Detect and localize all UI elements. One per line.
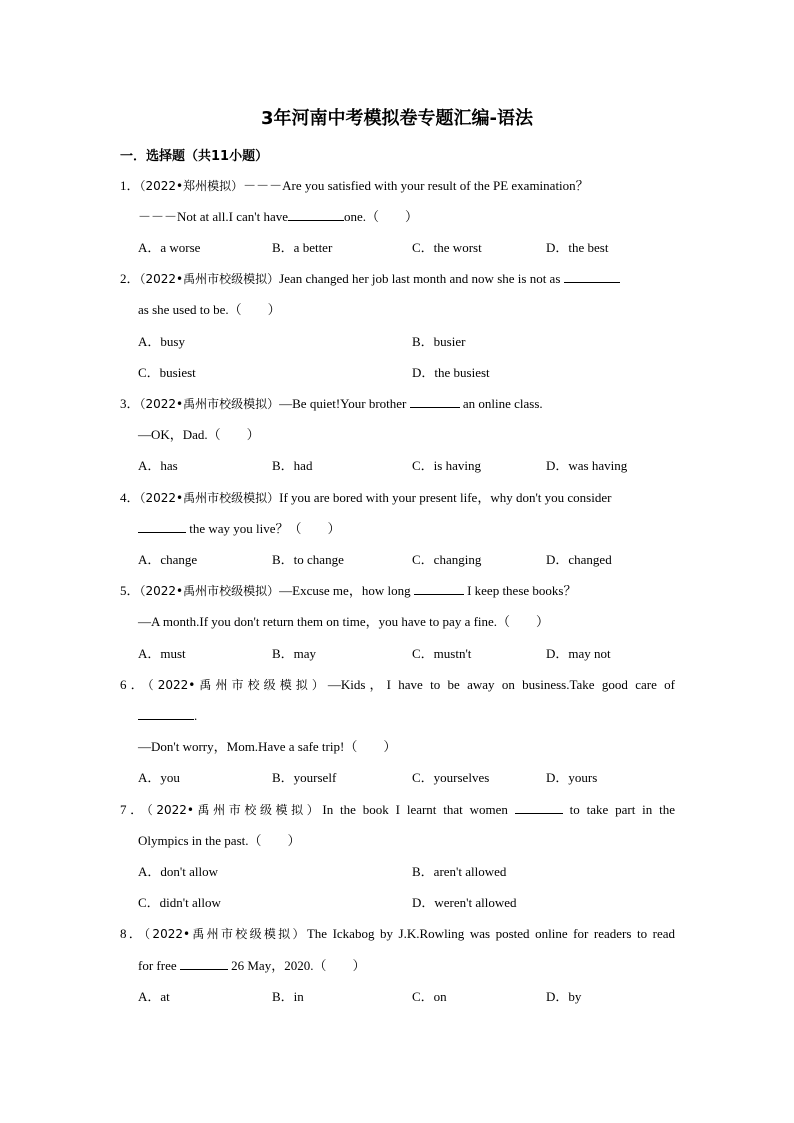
- question-5-line2: —A month.If you don't return them on time，you have to pay a fine.（ ）: [138, 614, 550, 629]
- answer-blank[interactable]: [180, 957, 228, 970]
- option-d[interactable]: D．may not: [546, 646, 611, 661]
- option-d[interactable]: D．the best: [546, 240, 609, 255]
- question-text: 26 May，2020.（ ）: [231, 958, 366, 973]
- question-text: —Kids，I have to be away on business.Take good care of: [327, 677, 675, 692]
- option-d[interactable]: D．by: [546, 989, 582, 1004]
- option-a[interactable]: A．at: [138, 989, 170, 1004]
- question-text: In the book I learnt that women: [322, 802, 508, 817]
- option-c[interactable]: C．on: [412, 989, 447, 1004]
- question-text: an online class.: [462, 396, 543, 411]
- question-2-line2: as she used to be.（ ）: [138, 302, 281, 317]
- option-d[interactable]: D．weren't allowed: [412, 895, 517, 910]
- question-2-stem: [120, 270, 675, 288]
- question-number: 7．: [120, 802, 147, 817]
- option-a[interactable]: A．don't allow: [138, 864, 218, 879]
- question-1-stem: [120, 177, 675, 195]
- question-text: .: [194, 708, 198, 723]
- question-number: 8．: [120, 926, 145, 941]
- question-6-line3: —Don't worry，Mom.Have a safe trip!（ ）: [138, 739, 397, 754]
- question-source: （2022•禹州市校级模拟）: [139, 272, 280, 286]
- question-4-line2: [138, 520, 675, 538]
- answer-blank[interactable]: [414, 582, 464, 595]
- question-5-stem: [120, 582, 675, 600]
- question-source: （2022•禹州市校级模拟）: [139, 491, 280, 505]
- option-a[interactable]: A．must: [138, 646, 186, 661]
- question-text: The Ickabog by J.K.Rowling was posted online for readers to read: [306, 926, 675, 941]
- question-text: the way you live？（ ）: [189, 521, 341, 536]
- section-heading: 一．选择题（共11小题）: [120, 149, 269, 164]
- question-source: （2022•禹州市校级模拟）: [146, 803, 323, 817]
- question-text: －－－Are you satisfied with your result of the PE examination？: [243, 178, 589, 193]
- option-a[interactable]: A．change: [138, 552, 198, 567]
- option-b[interactable]: B．may: [272, 646, 317, 661]
- question-8-line2: [138, 957, 675, 975]
- page-title: 3年河南中考模拟卷专题汇编-语法: [261, 108, 533, 129]
- answer-blank[interactable]: [138, 520, 186, 533]
- question-number: 6．: [120, 677, 148, 692]
- question-source: （2022•禹州市校级模拟）: [139, 584, 280, 598]
- answer-blank[interactable]: [288, 208, 344, 221]
- option-b[interactable]: B．busier: [412, 334, 466, 349]
- question-3-stem: [120, 395, 675, 413]
- option-a[interactable]: A．has: [138, 458, 178, 473]
- option-a[interactable]: A．busy: [138, 334, 185, 349]
- question-8-stem: [120, 925, 675, 943]
- question-number: 3．: [120, 396, 140, 411]
- question-text: —Be quiet!Your brother: [279, 396, 407, 411]
- question-source: （2022•郑州模拟）: [139, 179, 244, 193]
- question-text: Jean changed her job last month and now she is not as: [279, 271, 561, 286]
- question-text: If you are bored with your present life，why don't you consider: [279, 490, 612, 505]
- option-b[interactable]: B．yourself: [272, 770, 337, 785]
- option-c[interactable]: C．is having: [412, 458, 481, 473]
- option-a[interactable]: A．you: [138, 770, 180, 785]
- option-d[interactable]: D．yours: [546, 770, 598, 785]
- option-b[interactable]: B．had: [272, 458, 313, 473]
- question-source: （2022•禹州市校级模拟）: [139, 397, 280, 411]
- question-text: －－－Not at all.I can't have: [138, 209, 288, 224]
- answer-blank[interactable]: [410, 395, 460, 408]
- option-c[interactable]: C．busiest: [138, 365, 196, 380]
- question-1-line2: [138, 208, 675, 226]
- question-number: 5．: [120, 583, 140, 598]
- question-7-line2: Olympics in the past.（ ）: [138, 833, 301, 848]
- question-number: 4．: [120, 490, 140, 505]
- question-7-stem: [120, 801, 675, 819]
- question-source: （2022•禹州市校级模拟）: [144, 927, 307, 941]
- question-3-line2: —OK，Dad.（ ）: [138, 427, 260, 442]
- option-c[interactable]: C．mustn't: [412, 646, 472, 661]
- question-number: 2．: [120, 271, 140, 286]
- question-4-stem: [120, 489, 675, 507]
- question-text: one.（ ）: [344, 209, 419, 224]
- question-6-stem: [120, 676, 675, 694]
- answer-blank[interactable]: [564, 270, 620, 283]
- question-source: （2022•禹州市校级模拟）: [147, 678, 328, 692]
- option-d[interactable]: D．the busiest: [412, 365, 490, 380]
- question-text: —Excuse me，how long: [279, 583, 411, 598]
- question-text: I keep these books？: [467, 583, 577, 598]
- question-text: for free: [138, 958, 177, 973]
- option-c[interactable]: C．didn't allow: [138, 895, 221, 910]
- answer-blank[interactable]: [515, 801, 563, 814]
- option-b[interactable]: B．a better: [272, 240, 333, 255]
- option-a[interactable]: A．a worse: [138, 240, 201, 255]
- option-b[interactable]: B．aren't allowed: [412, 864, 507, 879]
- option-c[interactable]: C．changing: [412, 552, 482, 567]
- option-d[interactable]: D．changed: [546, 552, 612, 567]
- option-b[interactable]: B．to change: [272, 552, 344, 567]
- question-6-line2: [138, 707, 675, 725]
- option-c[interactable]: C．yourselves: [412, 770, 490, 785]
- question-text: to take part in the: [569, 802, 676, 817]
- question-number: 1．: [120, 178, 140, 193]
- option-d[interactable]: D．was having: [546, 458, 628, 473]
- answer-blank[interactable]: [138, 707, 194, 720]
- option-b[interactable]: B．in: [272, 989, 304, 1004]
- option-c[interactable]: C．the worst: [412, 240, 482, 255]
